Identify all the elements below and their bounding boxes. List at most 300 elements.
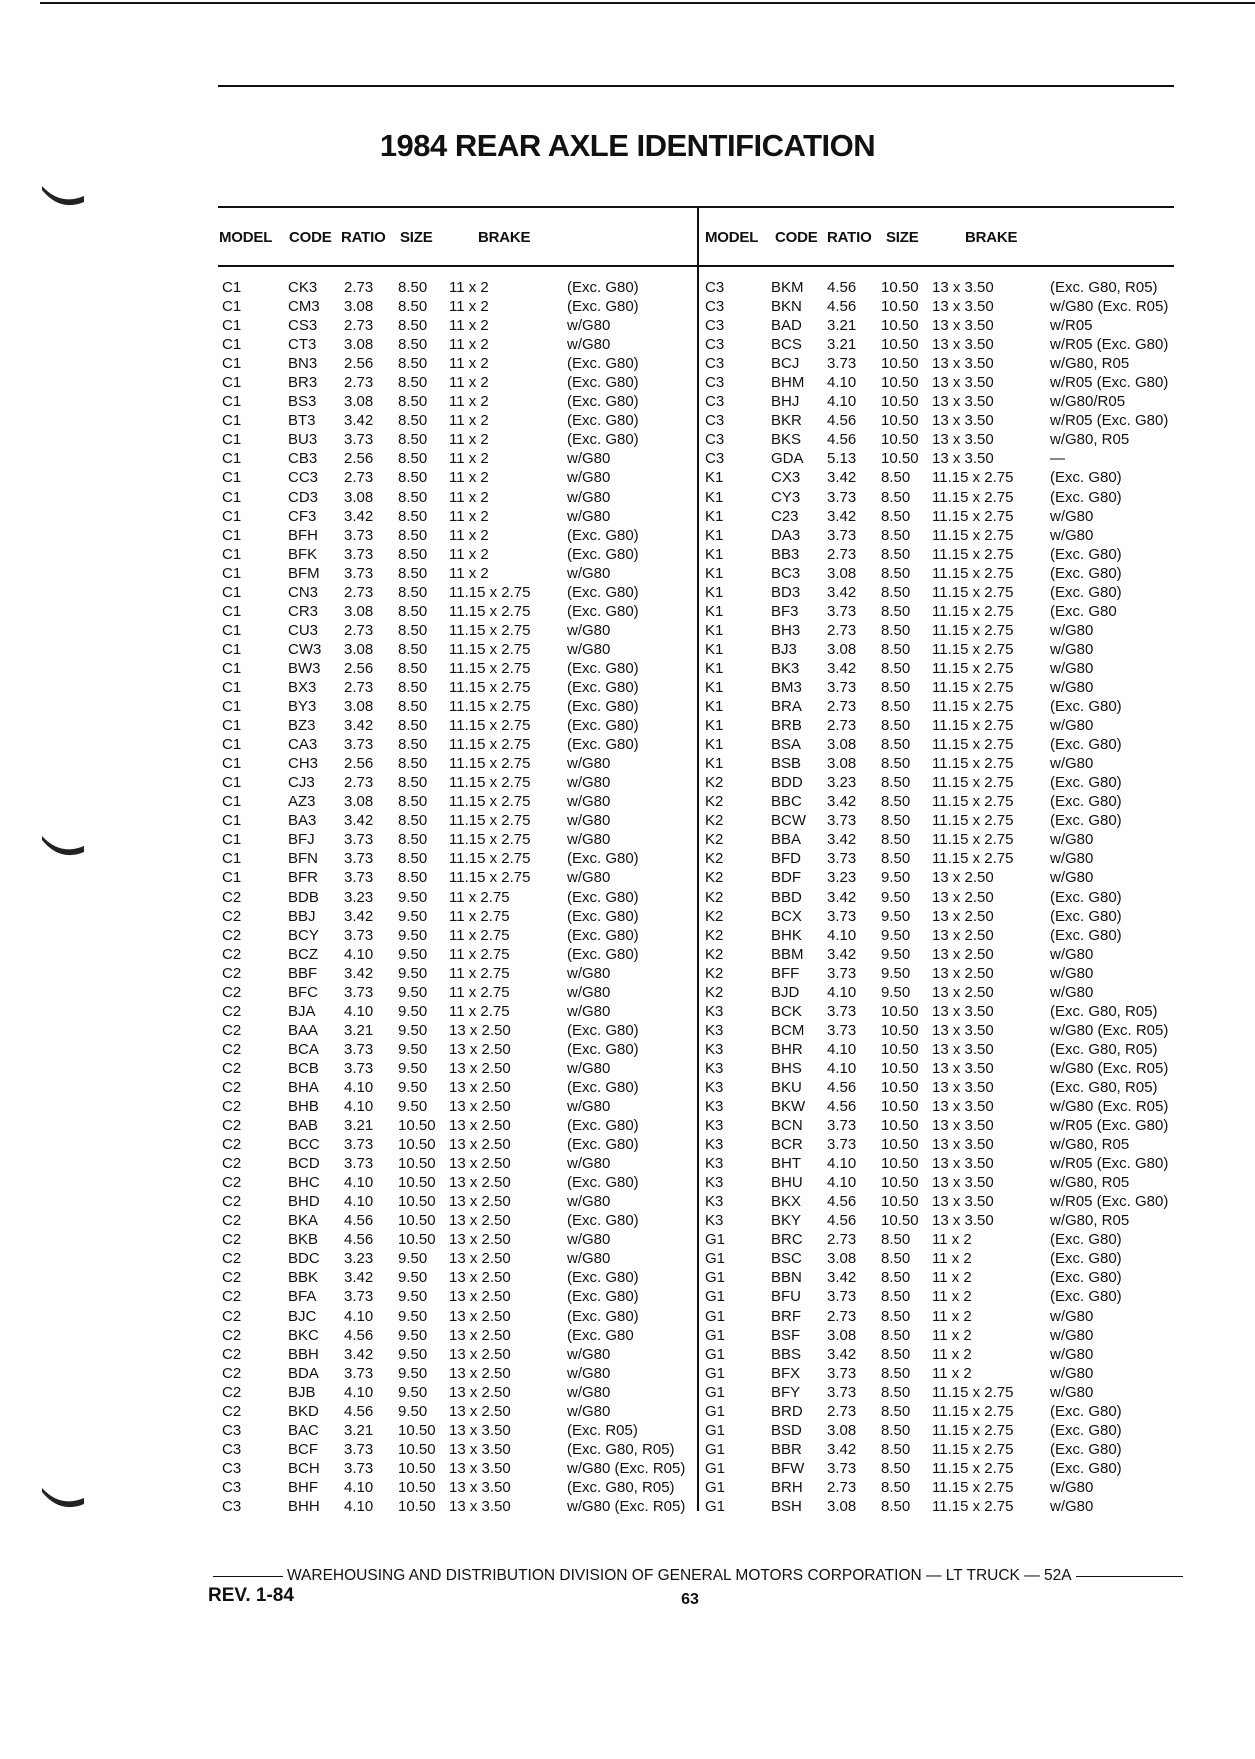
cell-note: w/G80 [1050, 717, 1094, 735]
cell-size: 8.50 [881, 1326, 911, 1344]
table-row [222, 1135, 692, 1154]
cell-code: C23 [771, 507, 799, 525]
cell-brake: 11.15 x 2.75 [932, 755, 1014, 773]
cell-code: CD3 [288, 488, 319, 506]
cell-ratio: 3.08 [827, 640, 857, 658]
cell-size: 9.50 [398, 1307, 428, 1325]
cell-code: BFY [771, 1383, 801, 1401]
table-row [222, 754, 692, 773]
table-row [222, 1059, 692, 1078]
table-row [222, 716, 692, 735]
cell-brake: 13 x 3.50 [932, 1021, 994, 1039]
cell-brake: 13 x 3.50 [932, 393, 994, 411]
table-row [222, 1021, 692, 1040]
cell-brake: 11 x 2 [932, 1250, 972, 1268]
cell-ratio: 3.08 [827, 1498, 857, 1515]
cell-note: (Exc. G80, R05) [567, 1440, 675, 1458]
cell-size: 8.50 [881, 659, 911, 677]
cell-ratio: 3.73 [344, 1040, 374, 1058]
cell-code: BFD [771, 850, 801, 868]
cell-size: 9.50 [398, 1402, 428, 1420]
cell-code: CR3 [288, 602, 319, 620]
cell-code: BB3 [771, 545, 800, 563]
header-model-right: MODEL [705, 229, 759, 246]
cell-brake: 11.15 x 2.75 [932, 469, 1014, 487]
cell-note: (Exc. G80) [1050, 907, 1122, 925]
table-row [222, 1230, 692, 1249]
cell-code: BDD [771, 774, 803, 792]
cell-size: 10.50 [398, 1155, 436, 1173]
cell-model: K1 [705, 602, 724, 620]
cell-code: AZ3 [288, 793, 316, 811]
cell-model: C3 [705, 412, 725, 430]
table-row [222, 1421, 692, 1440]
cell-code: BHR [771, 1040, 803, 1058]
cell-brake: 13 x 2.50 [449, 1155, 511, 1173]
cell-model: K3 [705, 1002, 724, 1020]
cell-note: w/G80 [567, 507, 611, 525]
cell-ratio: 3.73 [827, 964, 857, 982]
cell-code: BRB [771, 717, 802, 735]
table-row [222, 316, 692, 335]
cell-brake: 13 x 2.50 [449, 1269, 511, 1287]
cell-code: BKW [771, 1098, 806, 1116]
cell-model: G1 [705, 1326, 726, 1344]
cell-ratio: 4.56 [344, 1231, 374, 1249]
cell-ratio: 3.73 [827, 678, 857, 696]
cell-note: (Exc. G80) [1050, 926, 1122, 944]
cell-model: K2 [705, 945, 724, 963]
cell-ratio: 4.10 [827, 1174, 857, 1192]
cell-brake: 13 x 3.50 [932, 431, 994, 449]
cell-brake: 13 x 2.50 [449, 1212, 511, 1230]
cell-code: BN3 [288, 355, 318, 373]
cell-size: 8.50 [881, 1288, 911, 1306]
cell-ratio: 3.42 [827, 831, 857, 849]
cell-note: (Exc. G80 [1050, 602, 1117, 620]
cell-size: 9.50 [398, 1345, 428, 1363]
cell-code: BBH [288, 1345, 319, 1363]
cell-ratio: 2.73 [344, 317, 374, 335]
cell-size: 8.50 [881, 545, 911, 563]
cell-brake: 11.15 x 2.75 [932, 1498, 1014, 1515]
cell-code: BX3 [288, 678, 317, 696]
cell-model: K3 [705, 1117, 724, 1135]
cell-code: BCS [771, 336, 802, 354]
cell-brake: 13 x 2.50 [932, 907, 994, 925]
cell-model: G1 [705, 1288, 726, 1306]
cell-model: K3 [705, 1021, 724, 1039]
cell-model: K3 [705, 1078, 724, 1096]
table-row [705, 1326, 1175, 1345]
table-row [705, 297, 1175, 316]
cell-note: w/G80 (Exc. R05) [1050, 298, 1169, 316]
cell-size: 8.50 [881, 717, 911, 735]
cell-model: C1 [222, 393, 242, 411]
table-row [222, 373, 692, 392]
cell-brake: 11 x 2 [449, 393, 489, 411]
cell-ratio: 4.10 [827, 926, 857, 944]
cell-ratio: 3.08 [344, 602, 374, 620]
cell-size: 9.50 [881, 888, 911, 906]
cell-model: C2 [222, 1383, 242, 1401]
table-row [705, 411, 1175, 430]
cell-note: (Exc. G80) [567, 1021, 639, 1039]
cell-ratio: 3.08 [827, 1250, 857, 1268]
table-row [705, 507, 1175, 526]
table-row [705, 488, 1175, 507]
cell-code: BCR [771, 1136, 803, 1154]
cell-note: w/G80 [1050, 678, 1094, 696]
cell-ratio: 4.56 [827, 298, 857, 316]
cell-size: 8.50 [398, 526, 428, 544]
cell-note: w/G80 [1050, 1383, 1094, 1401]
cell-note: w/G80 [567, 983, 611, 1001]
table-row [705, 316, 1175, 335]
cell-brake: 11.15 x 2.75 [932, 545, 1014, 563]
cell-code: BCC [288, 1136, 320, 1154]
cell-model: C2 [222, 1269, 242, 1287]
cell-ratio: 3.08 [827, 755, 857, 773]
cell-note: (Exc. G80) [1050, 1421, 1122, 1439]
cell-ratio: 2.73 [827, 1478, 857, 1496]
cell-note: w/G80 [567, 1364, 611, 1382]
cell-model: C1 [222, 545, 242, 563]
cell-size: 8.50 [398, 736, 428, 754]
cell-brake: 13 x 3.50 [932, 1193, 994, 1211]
table-row [222, 1287, 692, 1306]
cell-size: 10.50 [398, 1193, 436, 1211]
header-model-left: MODEL [219, 229, 273, 246]
cell-ratio: 3.08 [344, 393, 374, 411]
table-row [705, 868, 1175, 887]
cell-code: BA3 [288, 812, 317, 830]
table-row [705, 373, 1175, 392]
cell-note: w/G80 [1050, 1326, 1094, 1344]
page-number: 63 [681, 1591, 699, 1608]
table-row [222, 888, 692, 907]
cell-code: BBN [771, 1269, 802, 1287]
cell-model: C3 [222, 1478, 242, 1496]
cell-brake: 11.15 x 2.75 [449, 850, 531, 868]
cell-model: C1 [222, 698, 242, 716]
table-row [705, 1040, 1175, 1059]
cell-model: K1 [705, 526, 724, 544]
table-row [705, 335, 1175, 354]
cell-note: (Exc. G80) [1050, 1250, 1122, 1268]
table-row [705, 1287, 1175, 1306]
cell-code: BDB [288, 888, 319, 906]
cell-model: C2 [222, 1136, 242, 1154]
cell-code: BCM [771, 1021, 805, 1039]
cell-model: C1 [222, 336, 242, 354]
cell-model: C3 [705, 450, 725, 468]
cell-model: K3 [705, 1193, 724, 1211]
cell-brake: 11.15 x 2.75 [449, 736, 531, 754]
cell-code: BRH [771, 1478, 803, 1496]
cell-model: C1 [222, 374, 242, 392]
cell-note: w/G80, R05 [1050, 1174, 1130, 1192]
cell-note: w/G80 (Exc. R05) [1050, 1098, 1169, 1116]
cell-ratio: 4.10 [344, 1307, 374, 1325]
cell-code: BCK [771, 1002, 802, 1020]
header-top-rule [218, 206, 1174, 208]
cell-code: BRF [771, 1307, 801, 1325]
table-row [222, 583, 692, 602]
table-row [222, 926, 692, 945]
cell-ratio: 3.23 [344, 1250, 374, 1268]
cell-ratio: 3.42 [827, 1345, 857, 1363]
cell-note: w/G80 [1050, 1498, 1094, 1515]
cell-size: 9.50 [398, 1098, 428, 1116]
cell-brake: 11.15 x 2.75 [449, 717, 531, 735]
header-code-right: CODE [775, 229, 818, 246]
cell-brake: 13 x 3.50 [449, 1421, 511, 1439]
cell-ratio: 3.42 [344, 964, 374, 982]
table-row [705, 1021, 1175, 1040]
table-row [222, 907, 692, 926]
cell-note: (Exc. R05) [567, 1421, 638, 1439]
cell-note: (Exc. G80) [567, 1174, 639, 1192]
table-row [222, 545, 692, 564]
cell-code: BBM [771, 945, 804, 963]
cell-brake: 13 x 2.50 [932, 888, 994, 906]
cell-note: w/G80 [567, 469, 611, 487]
table-row [705, 1497, 1175, 1516]
cell-brake: 11.15 x 2.75 [932, 1421, 1014, 1439]
cell-note: (Exc. G80) [1050, 812, 1122, 830]
cell-brake: 11.15 x 2.75 [449, 869, 531, 887]
cell-note: w/G80 [567, 450, 611, 468]
cell-model: K2 [705, 964, 724, 982]
cell-model: C1 [222, 279, 242, 296]
cell-note: w/G80 [1050, 869, 1094, 887]
cell-ratio: 3.21 [344, 1421, 374, 1439]
cell-note: w/R05 (Exc. G80) [1050, 1193, 1169, 1211]
cell-brake: 11 x 2 [932, 1326, 972, 1344]
cell-brake: 11.15 x 2.75 [932, 1383, 1014, 1401]
table-row [222, 392, 692, 411]
cell-size: 10.50 [881, 393, 919, 411]
table-row [222, 1268, 692, 1287]
cell-ratio: 4.56 [344, 1212, 374, 1230]
cell-brake: 13 x 2.50 [449, 1326, 511, 1344]
cell-size: 9.50 [398, 1078, 428, 1096]
cell-size: 8.50 [398, 564, 428, 582]
table-row [222, 964, 692, 983]
cell-brake: 11.15 x 2.75 [932, 736, 1014, 754]
cell-brake: 11 x 2 [449, 412, 489, 430]
cell-model: C1 [222, 298, 242, 316]
cell-brake: 11.15 x 2.75 [932, 1478, 1014, 1496]
cell-note: (Exc. G80) [1050, 1288, 1122, 1306]
cell-model: G1 [705, 1383, 726, 1401]
cell-size: 8.50 [398, 393, 428, 411]
cell-ratio: 4.10 [344, 1478, 374, 1496]
cell-size: 10.50 [881, 1021, 919, 1039]
cell-note: w/R05 (Exc. G80) [1050, 1117, 1169, 1135]
cell-brake: 11 x 2 [449, 298, 489, 316]
cell-note: (Exc. G80) [1050, 545, 1122, 563]
cell-model: C1 [222, 583, 242, 601]
cell-model: C2 [222, 1326, 242, 1344]
cell-brake: 13 x 3.50 [932, 317, 994, 335]
table-row [705, 468, 1175, 487]
cell-model: C3 [705, 355, 725, 373]
cell-size: 8.50 [881, 1345, 911, 1363]
cell-size: 9.50 [398, 1383, 428, 1401]
cell-model: G1 [705, 1307, 726, 1325]
cell-brake: 11.15 x 2.75 [449, 698, 531, 716]
cell-code: CH3 [288, 755, 319, 773]
cell-ratio: 3.23 [344, 888, 374, 906]
cell-brake: 11 x 2 [449, 450, 489, 468]
cell-model: K1 [705, 545, 724, 563]
cell-code: CK3 [288, 279, 318, 296]
cell-model: C1 [222, 412, 242, 430]
cell-note: w/G80 [1050, 621, 1094, 639]
table-row [222, 1326, 692, 1345]
cell-brake: 11.15 x 2.75 [449, 755, 531, 773]
cell-ratio: 3.73 [344, 1136, 374, 1154]
cell-code: BSB [771, 755, 802, 773]
cell-code: BAB [288, 1117, 319, 1135]
cell-ratio: 4.10 [827, 1040, 857, 1058]
cell-brake: 13 x 3.50 [932, 1040, 994, 1058]
cell-model: K3 [705, 1212, 724, 1230]
cell-note: (Exc. G80, R05) [1050, 1002, 1158, 1020]
table-row [705, 735, 1175, 754]
table-row [222, 678, 692, 697]
cell-brake: 11.15 x 2.75 [932, 698, 1014, 716]
cell-code: BHC [288, 1174, 320, 1192]
cell-ratio: 3.08 [344, 298, 374, 316]
cell-note: w/G80 [567, 755, 611, 773]
table-row [705, 926, 1175, 945]
cell-note: w/R05 (Exc. G80) [1050, 336, 1169, 354]
cell-note: (Exc. G80) [567, 1307, 639, 1325]
cell-ratio: 3.08 [827, 1326, 857, 1344]
cell-code: BCH [288, 1459, 320, 1477]
cell-brake: 13 x 3.50 [932, 1059, 994, 1077]
cell-brake: 13 x 2.50 [449, 1078, 511, 1096]
cell-model: C1 [222, 431, 242, 449]
cell-note: (Exc. G80) [567, 659, 639, 677]
cell-ratio: 3.21 [827, 317, 857, 335]
page-title: 1984 REAR AXLE IDENTIFICATION [379, 128, 876, 163]
cell-model: K1 [705, 678, 724, 696]
cell-model: C2 [222, 926, 242, 944]
cell-code: BKD [288, 1402, 319, 1420]
cell-size: 9.50 [398, 1040, 428, 1058]
cell-ratio: 3.42 [344, 507, 374, 525]
cell-size: 10.50 [398, 1174, 436, 1192]
cell-ratio: 2.73 [344, 678, 374, 696]
cell-brake: 11.15 x 2.75 [932, 488, 1014, 506]
cell-code: BZ3 [288, 717, 316, 735]
cell-ratio: 3.73 [344, 1364, 374, 1382]
cell-ratio: 3.42 [827, 945, 857, 963]
cell-ratio: 4.10 [344, 1193, 374, 1211]
cell-brake: 11 x 2.75 [449, 1002, 510, 1020]
footer-rule-left [213, 1576, 283, 1577]
cell-size: 8.50 [881, 1421, 911, 1439]
table-row [222, 1002, 692, 1021]
cell-code: DA3 [771, 526, 801, 544]
cell-size: 9.50 [398, 1002, 428, 1020]
cell-ratio: 3.42 [827, 507, 857, 525]
cell-brake: 11 x 2 [932, 1288, 972, 1306]
cell-model: C2 [222, 1155, 242, 1173]
cell-model: K1 [705, 507, 724, 525]
cell-ratio: 2.56 [344, 355, 374, 373]
cell-size: 9.50 [881, 964, 911, 982]
cell-code: BCA [288, 1040, 319, 1058]
cell-size: 8.50 [881, 755, 911, 773]
cell-ratio: 3.73 [344, 736, 374, 754]
cell-code: BCF [288, 1440, 318, 1458]
cell-model: K2 [705, 831, 724, 849]
cell-code: BCW [771, 812, 806, 830]
cell-brake: 11.15 x 2.75 [449, 678, 531, 696]
cell-brake: 13 x 3.50 [932, 1174, 994, 1192]
table-row [705, 907, 1175, 926]
cell-code: BKR [771, 412, 802, 430]
table-row [222, 1249, 692, 1268]
table-row [222, 1402, 692, 1421]
cell-model: K1 [705, 488, 724, 506]
cell-code: BAC [288, 1421, 319, 1439]
cell-ratio: 3.42 [344, 412, 374, 430]
cell-brake: 11.15 x 2.75 [932, 774, 1014, 792]
cell-note: w/G80 [567, 564, 611, 582]
table-row [222, 488, 692, 507]
cell-size: 9.50 [398, 888, 428, 906]
cell-ratio: 4.10 [344, 945, 374, 963]
cell-model: C2 [222, 1021, 242, 1039]
cell-brake: 11 x 2 [449, 355, 489, 373]
cell-note: w/G80 (Exc. R05) [1050, 1059, 1169, 1077]
cell-ratio: 2.73 [827, 621, 857, 639]
cell-brake: 11 x 2 [449, 431, 489, 449]
cell-ratio: 3.73 [827, 907, 857, 925]
cell-size: 8.50 [881, 1459, 911, 1477]
cell-code: BBA [771, 831, 802, 849]
cell-size: 8.50 [398, 678, 428, 696]
cell-brake: 11.15 x 2.75 [932, 640, 1014, 658]
cell-size: 9.50 [398, 1288, 428, 1306]
cell-code: BHM [771, 374, 805, 392]
cell-brake: 13 x 2.50 [449, 1250, 511, 1268]
table-row [222, 1478, 692, 1497]
cell-size: 8.50 [398, 336, 428, 354]
cell-code: BKY [771, 1212, 802, 1230]
cell-code: BSD [771, 1421, 802, 1439]
cell-code: BKM [771, 279, 804, 296]
table-row [705, 1402, 1175, 1421]
cell-model: G1 [705, 1498, 726, 1515]
cell-note: (Exc. G80) [1050, 698, 1122, 716]
cell-ratio: 3.73 [827, 526, 857, 544]
cell-note: (Exc. G80) [1050, 583, 1122, 601]
cell-model: G1 [705, 1269, 726, 1287]
cell-ratio: 4.10 [344, 1098, 374, 1116]
table-row [705, 1097, 1175, 1116]
cell-size: 8.50 [398, 602, 428, 620]
cell-note: (Exc. G80) [567, 736, 639, 754]
cell-ratio: 3.73 [827, 1383, 857, 1401]
cell-brake: 11 x 2 [449, 374, 489, 392]
